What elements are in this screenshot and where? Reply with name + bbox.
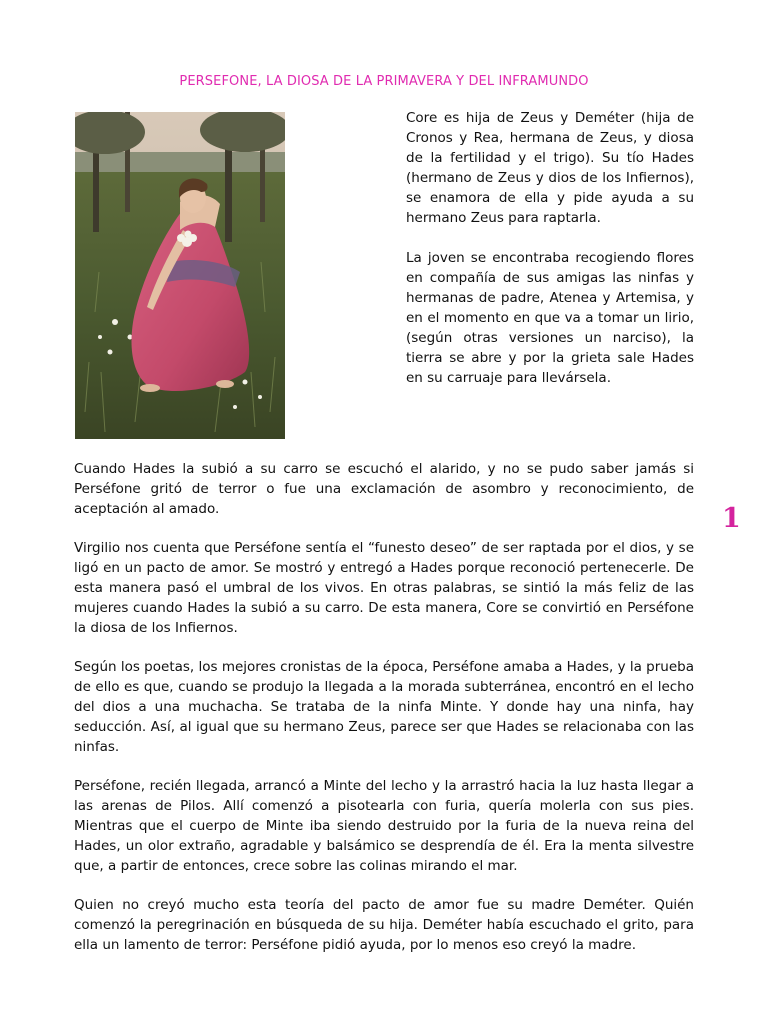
paragraph: Perséfone, recién llegada, arrancó a Minte del lecho y la arrastró hacia la luz hasta llegar a las arenas de Pilos. Allí comenzó a pisotearla con furia, quería molerla con sus pies. Mientras que el cuerpo de Minte iba siendo destruido por la furia de la nueva reina del Hades, un olor extraño, agradable y balsámico se desprendía de él. Era la menta silvestre que, a partir de entonces, crece sobre las colinas mirando el mar. bbox=[74, 778, 694, 874]
paragraph: Virgilio nos cuenta que Perséfone sentía el “funesto deseo” de ser raptada por el dios, y se ligó en un pacto de amor. Se mostró y entregó a Hades porque reconoció pertenecerle. De esta manera pasó el umbral de los vivos. En otras palabras, se sintió la más feliz de las mujeres cuando Hades la subió a su carro. De esta manera, Core se convirtió en Perséfone la diosa de los Infiernos. bbox=[74, 540, 694, 636]
paragraph: La joven se encontraba recogiendo flores en compañía de sus amigas las ninfas y hermanas de padre, Atenea y Artemisa, y en el momento en que va a tomar un lirio, (según otras versiones un narciso), la tierra se abre y por la grieta sale Hades en su carruaje para llevársela. bbox=[406, 250, 694, 386]
page-number: 1 bbox=[722, 503, 741, 534]
painting-image bbox=[75, 112, 285, 439]
intro-text-column bbox=[406, 108, 694, 408]
paragraph: Core es hija de Zeus y Deméter (hija de Cronos y Rea, hermana de Zeus, y diosa de la fertilidad y el trigo). Su tío Hades (hermano de Zeus y dios de los Infiernos), se enamora de ella y pide ayuda a su hermano Zeus para raptarla. bbox=[406, 110, 694, 226]
paragraph: Según los poetas, los mejores cronistas de la época, Perséfone amaba a Hades, y la prueba de ello es que, cuando se produjo la llegada a la morada subterránea, encontró en el lecho del dios a una muchacha. Se trataba de la ninfa Minte. Y donde hay una ninfa, hay seducción. Así, al igual que su hermano Zeus, parece ser que Hades se relacionaba con las ninfas. bbox=[74, 659, 694, 755]
paragraph: Cuando Hades la subió a su carro se escuchó el alarido, y no se pudo saber jamás si Perséfone gritó de terror o fue una exclamación de asombro y reconocimiento, de aceptación al amado. bbox=[74, 461, 694, 517]
paragraph: Quien no creyó mucho esta teoría del pacto de amor fue su madre Deméter. Quién comenzó la peregrinación en búsqueda de su hija. Deméter había escuchado el grito, para ella un lamento de terror: Perséfone pidió ayuda, por lo menos eso creyó la madre. bbox=[74, 897, 694, 953]
body-text bbox=[74, 459, 694, 974]
document-title: PERSEFONE, LA DIOSA DE LA PRIMAVERA Y DEL INFRAMUNDO bbox=[179, 74, 589, 89]
